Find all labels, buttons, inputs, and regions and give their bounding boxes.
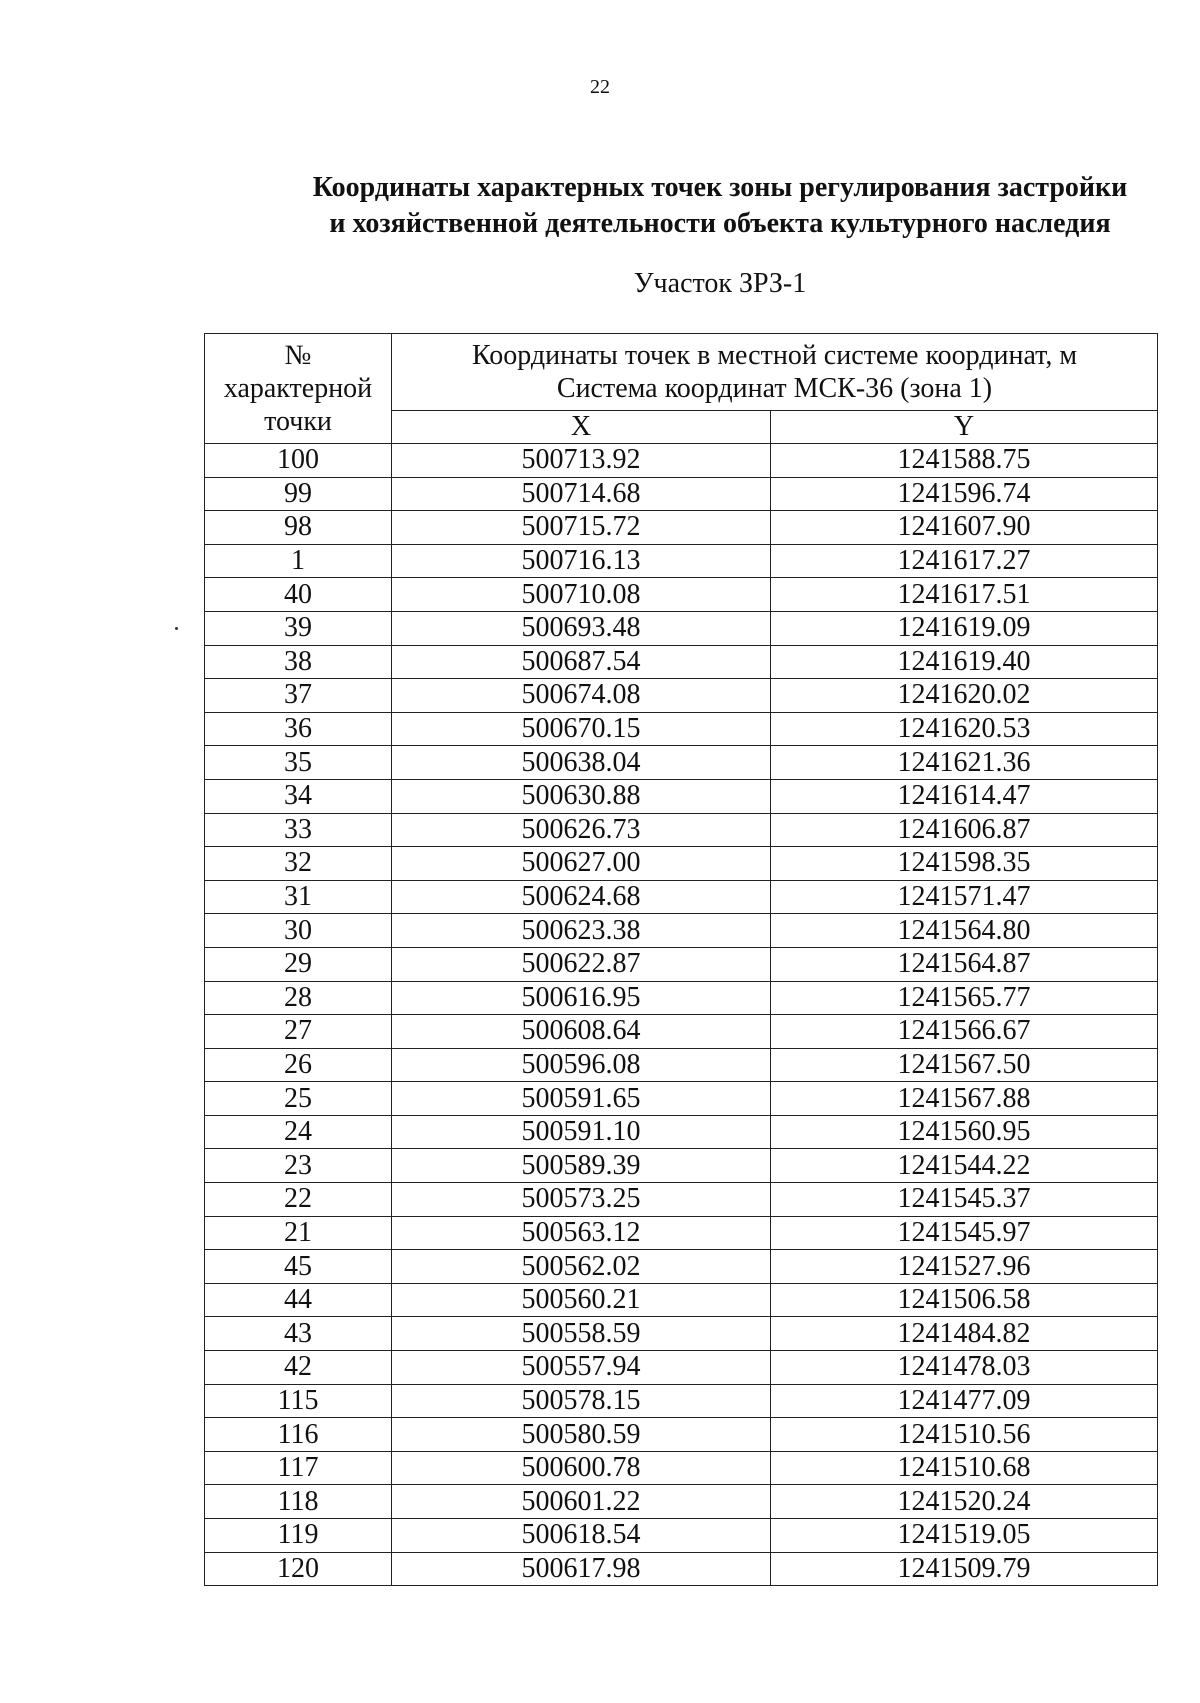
cell-point-number: 30 bbox=[205, 914, 392, 948]
cell-x: 500560.21 bbox=[392, 1283, 771, 1317]
cell-point-number: 39 bbox=[205, 611, 392, 645]
table-row bbox=[205, 1317, 1158, 1351]
section-subtitle: Участок ЗРЗ-1 bbox=[633, 268, 807, 299]
cell-y: 1241606.87 bbox=[771, 813, 1158, 847]
cell-y: 1241565.77 bbox=[771, 981, 1158, 1015]
table-row bbox=[205, 645, 1158, 679]
table-row bbox=[205, 1115, 1158, 1149]
cell-point-number: 118 bbox=[205, 1485, 392, 1519]
cell-x: 500713.92 bbox=[392, 444, 771, 478]
cell-point-number: 100 bbox=[205, 444, 392, 478]
cell-y: 1241617.51 bbox=[771, 578, 1158, 612]
title-line-2: и хозяйственной деятельности объекта культурного наследия bbox=[329, 208, 1111, 239]
cell-point-number: 24 bbox=[205, 1115, 392, 1149]
cell-x: 500616.95 bbox=[392, 981, 771, 1015]
cell-x: 500618.54 bbox=[392, 1519, 771, 1553]
cell-x: 500558.59 bbox=[392, 1317, 771, 1351]
table-row bbox=[205, 1149, 1158, 1183]
cell-y: 1241621.36 bbox=[771, 746, 1158, 780]
table-body bbox=[205, 444, 1158, 1586]
header-coords-line-1: Координаты точек в местной системе координат, м bbox=[471, 340, 1078, 371]
table-row bbox=[205, 1048, 1158, 1082]
title-line-1: Координаты характерных точек зоны регулирования застройки bbox=[312, 172, 1128, 203]
document-title bbox=[300, 170, 1140, 242]
table-row bbox=[205, 1418, 1158, 1452]
cell-y: 1241596.74 bbox=[771, 477, 1158, 511]
table-row bbox=[205, 914, 1158, 948]
cell-x: 500596.08 bbox=[392, 1048, 771, 1082]
cell-point-number: 42 bbox=[205, 1351, 392, 1385]
cell-y: 1241619.09 bbox=[771, 611, 1158, 645]
cell-y: 1241620.02 bbox=[771, 679, 1158, 713]
table-row bbox=[205, 1082, 1158, 1116]
cell-x: 500687.54 bbox=[392, 645, 771, 679]
cell-x: 500670.15 bbox=[392, 712, 771, 746]
cell-point-number: 38 bbox=[205, 645, 392, 679]
cell-y: 1241484.82 bbox=[771, 1317, 1158, 1351]
cell-x: 500638.04 bbox=[392, 746, 771, 780]
page-number: 22 bbox=[590, 76, 610, 98]
cell-x: 500716.13 bbox=[392, 544, 771, 578]
cell-x: 500623.38 bbox=[392, 914, 771, 948]
cell-point-number: 43 bbox=[205, 1317, 392, 1351]
cell-y: 1241619.40 bbox=[771, 645, 1158, 679]
cell-y: 1241477.09 bbox=[771, 1384, 1158, 1418]
table-row bbox=[205, 1485, 1158, 1519]
header-coordinates bbox=[392, 334, 1158, 411]
cell-y: 1241564.80 bbox=[771, 914, 1158, 948]
cell-x: 500714.68 bbox=[392, 477, 771, 511]
cell-x: 500580.59 bbox=[392, 1418, 771, 1452]
cell-y: 1241598.35 bbox=[771, 847, 1158, 881]
table-row bbox=[205, 712, 1158, 746]
table-row bbox=[205, 1451, 1158, 1485]
table-row bbox=[205, 1283, 1158, 1317]
cell-x: 500563.12 bbox=[392, 1216, 771, 1250]
header-y: Y bbox=[771, 411, 1158, 444]
cell-point-number: 44 bbox=[205, 1283, 392, 1317]
table-row bbox=[205, 511, 1158, 545]
cell-point-number: 27 bbox=[205, 1015, 392, 1049]
cell-y: 1241478.03 bbox=[771, 1351, 1158, 1385]
cell-y: 1241617.27 bbox=[771, 544, 1158, 578]
cell-x: 500601.22 bbox=[392, 1485, 771, 1519]
cell-x: 500710.08 bbox=[392, 578, 771, 612]
table-row bbox=[205, 1384, 1158, 1418]
cell-y: 1241510.56 bbox=[771, 1418, 1158, 1452]
cell-point-number: 98 bbox=[205, 511, 392, 545]
cell-point-number: 1 bbox=[205, 544, 392, 578]
cell-y: 1241510.68 bbox=[771, 1451, 1158, 1485]
cell-y: 1241614.47 bbox=[771, 779, 1158, 813]
cell-x: 500630.88 bbox=[392, 779, 771, 813]
table-row bbox=[205, 847, 1158, 881]
cell-point-number: 33 bbox=[205, 813, 392, 847]
cell-y: 1241620.53 bbox=[771, 712, 1158, 746]
table-row bbox=[205, 477, 1158, 511]
cell-point-number: 31 bbox=[205, 880, 392, 914]
header-x: X bbox=[392, 411, 771, 444]
table-row bbox=[205, 1351, 1158, 1385]
cell-y: 1241509.79 bbox=[771, 1552, 1158, 1586]
cell-point-number: 35 bbox=[205, 746, 392, 780]
table-row bbox=[205, 880, 1158, 914]
cell-point-number: 120 bbox=[205, 1552, 392, 1586]
cell-x: 500674.08 bbox=[392, 679, 771, 713]
cell-point-number: 116 bbox=[205, 1418, 392, 1452]
table-row bbox=[205, 544, 1158, 578]
cell-y: 1241527.96 bbox=[771, 1250, 1158, 1284]
cell-y: 1241560.95 bbox=[771, 1115, 1158, 1149]
cell-x: 500693.48 bbox=[392, 611, 771, 645]
cell-x: 500624.68 bbox=[392, 880, 771, 914]
table-row bbox=[205, 444, 1158, 478]
cell-y: 1241544.22 bbox=[771, 1149, 1158, 1183]
cell-point-number: 36 bbox=[205, 712, 392, 746]
cell-x: 500622.87 bbox=[392, 947, 771, 981]
table-row bbox=[205, 1183, 1158, 1217]
cell-point-number: 99 bbox=[205, 477, 392, 511]
table-row bbox=[205, 1519, 1158, 1553]
scan-speck bbox=[175, 627, 178, 630]
header-num-line-1: № bbox=[284, 340, 312, 371]
cell-x: 500562.02 bbox=[392, 1250, 771, 1284]
cell-y: 1241566.67 bbox=[771, 1015, 1158, 1049]
cell-point-number: 34 bbox=[205, 779, 392, 813]
table-row bbox=[205, 1216, 1158, 1250]
table-row bbox=[205, 813, 1158, 847]
cell-point-number: 119 bbox=[205, 1519, 392, 1553]
cell-point-number: 32 bbox=[205, 847, 392, 881]
cell-point-number: 29 bbox=[205, 947, 392, 981]
cell-x: 500617.98 bbox=[392, 1552, 771, 1586]
table-row bbox=[205, 611, 1158, 645]
cell-point-number: 28 bbox=[205, 981, 392, 1015]
cell-y: 1241607.90 bbox=[771, 511, 1158, 545]
cell-point-number: 117 bbox=[205, 1451, 392, 1485]
cell-y: 1241571.47 bbox=[771, 880, 1158, 914]
cell-y: 1241564.87 bbox=[771, 947, 1158, 981]
cell-y: 1241545.97 bbox=[771, 1216, 1158, 1250]
cell-x: 500557.94 bbox=[392, 1351, 771, 1385]
cell-y: 1241506.58 bbox=[771, 1283, 1158, 1317]
cell-point-number: 22 bbox=[205, 1183, 392, 1217]
cell-x: 500591.10 bbox=[392, 1115, 771, 1149]
table-row bbox=[205, 981, 1158, 1015]
cell-x: 500591.65 bbox=[392, 1082, 771, 1116]
cell-y: 1241588.75 bbox=[771, 444, 1158, 478]
table-row bbox=[205, 746, 1158, 780]
cell-point-number: 115 bbox=[205, 1384, 392, 1418]
cell-y: 1241567.88 bbox=[771, 1082, 1158, 1116]
cell-x: 500608.64 bbox=[392, 1015, 771, 1049]
cell-x: 500626.73 bbox=[392, 813, 771, 847]
table-header bbox=[205, 334, 1158, 444]
table-row bbox=[205, 947, 1158, 981]
table-row bbox=[205, 1250, 1158, 1284]
cell-x: 500578.15 bbox=[392, 1384, 771, 1418]
cell-x: 500589.39 bbox=[392, 1149, 771, 1183]
cell-y: 1241567.50 bbox=[771, 1048, 1158, 1082]
table-row bbox=[205, 1015, 1158, 1049]
cell-point-number: 37 bbox=[205, 679, 392, 713]
table-row bbox=[205, 1552, 1158, 1586]
cell-point-number: 40 bbox=[205, 578, 392, 612]
cell-point-number: 21 bbox=[205, 1216, 392, 1250]
cell-x: 500627.00 bbox=[392, 847, 771, 881]
header-num-line-2: характерной bbox=[223, 373, 373, 404]
cell-point-number: 23 bbox=[205, 1149, 392, 1183]
table-row bbox=[205, 578, 1158, 612]
cell-y: 1241520.24 bbox=[771, 1485, 1158, 1519]
cell-y: 1241545.37 bbox=[771, 1183, 1158, 1217]
cell-point-number: 45 bbox=[205, 1250, 392, 1284]
cell-x: 500715.72 bbox=[392, 511, 771, 545]
header-num-line-3: точки bbox=[264, 406, 332, 437]
table-row bbox=[205, 779, 1158, 813]
cell-y: 1241519.05 bbox=[771, 1519, 1158, 1553]
header-coords-line-2: Система координат МСК-36 (зона 1) bbox=[556, 373, 993, 404]
table-row bbox=[205, 679, 1158, 713]
cell-point-number: 26 bbox=[205, 1048, 392, 1082]
coordinates-table bbox=[204, 333, 1158, 1586]
cell-x: 500573.25 bbox=[392, 1183, 771, 1217]
cell-x: 500600.78 bbox=[392, 1451, 771, 1485]
cell-point-number: 25 bbox=[205, 1082, 392, 1116]
header-point-number bbox=[205, 334, 392, 444]
